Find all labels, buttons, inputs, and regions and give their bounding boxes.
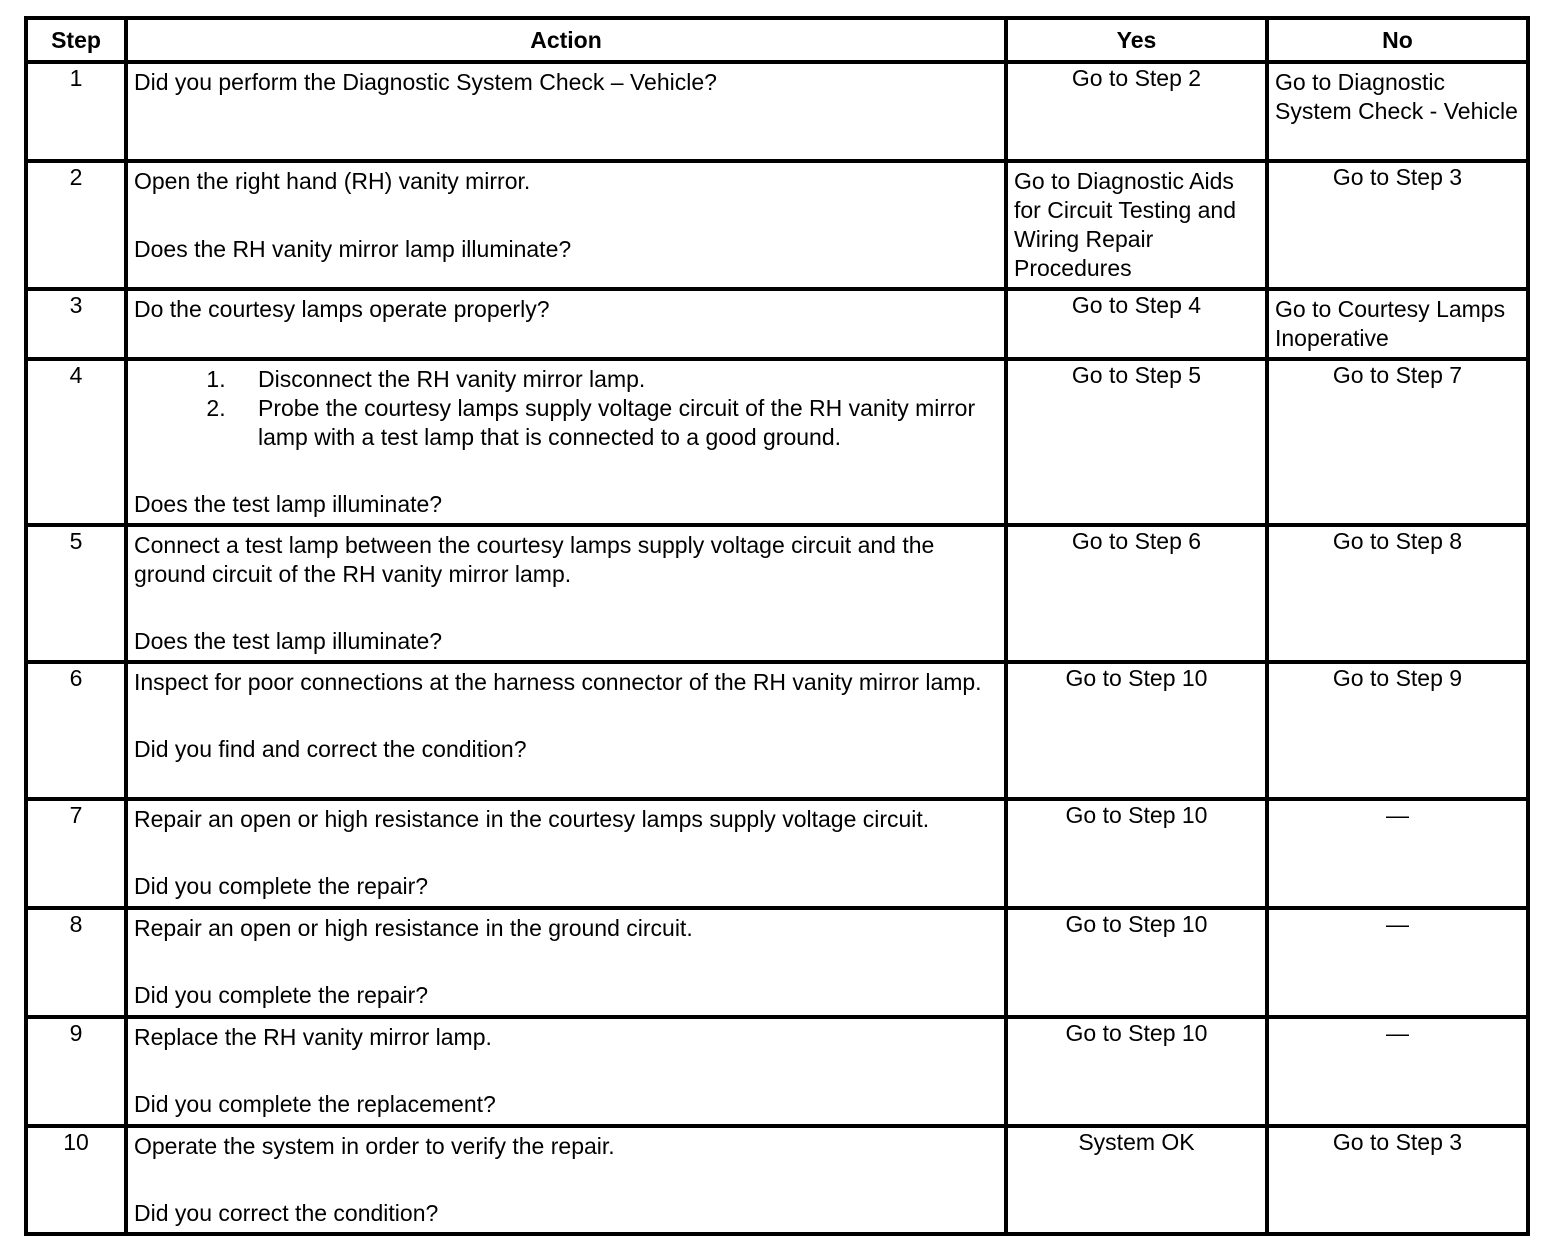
action-cell [126,525,1006,662]
yes-cell: Go to Step 2 [1006,62,1267,161]
yes-cell: Go to Step 10 [1006,908,1267,1017]
step-number: 3 [26,289,126,359]
table-row [26,1126,1528,1234]
action-cell [126,1017,1006,1126]
no-cell: Go to Step 7 [1267,359,1528,525]
step-number: 4 [26,359,126,525]
header-no: No [1267,18,1528,62]
diagnostic-table [24,16,1530,1236]
action-cell [126,908,1006,1017]
table-row [26,525,1528,662]
table-row [26,62,1528,161]
header-action: Action [126,18,1006,62]
action-cell [126,62,1006,161]
no-cell: Go to Step 3 [1267,1126,1528,1234]
step-number: 10 [26,1126,126,1234]
yes-cell: Go to Step 6 [1006,525,1267,662]
yes-cell: Go to Step 10 [1006,662,1267,799]
yes-cell: Go to Step 4 [1006,289,1267,359]
action-text: Did you perform the Diagnostic System Check – Vehicle? [134,69,717,95]
action-text: Replace the RH vanity mirror lamp. [134,1024,492,1050]
list-item: 2. Probe the courtesy lamps supply voltage circuit of the RH vanity mirror lamp with a test lamp that is connected to a good ground. [232,394,998,452]
no-cell: — [1267,799,1528,908]
yes-cell: Go to Step 10 [1006,799,1267,908]
header-yes: Yes [1006,18,1267,62]
step-number: 7 [26,799,126,908]
header-step: Step [26,18,126,62]
action-question: Does the RH vanity mirror lamp illuminate? [134,236,572,262]
yes-cell: System OK [1006,1126,1267,1234]
action-cell [126,799,1006,908]
table-row [26,662,1528,799]
table-row [26,908,1528,1017]
action-text: Inspect for poor connections at the harness connector of the RH vanity mirror lamp. [134,669,982,695]
step-number: 9 [26,1017,126,1126]
action-steps-list [134,365,998,452]
action-cell [126,289,1006,359]
action-question: Did you complete the repair? [134,873,429,899]
action-cell [126,359,1006,525]
no-cell: Go to Step 3 [1267,161,1528,289]
table-row [26,799,1528,908]
action-question: Did you complete the replacement? [134,1091,496,1117]
no-cell: — [1267,908,1528,1017]
no-cell: Go to Step 8 [1267,525,1528,662]
action-question: Did you correct the condition? [134,1200,439,1226]
no-cell: Go to Step 9 [1267,662,1528,799]
step-number: 2 [26,161,126,289]
list-item: 1. Disconnect the RH vanity mirror lamp. [232,365,998,394]
no-cell: Go to Courtesy Lamps Inoperative [1267,289,1528,359]
step-number: 6 [26,662,126,799]
action-question: Does the test lamp illuminate? [134,628,443,654]
action-text: Operate the system in order to verify the repair. [134,1133,615,1159]
action-text: Repair an open or high resistance in the ground circuit. [134,915,693,941]
yes-cell: Go to Diagnostic Aids for Circuit Testing and Wiring Repair Procedures [1006,161,1267,289]
table-row [26,289,1528,359]
no-cell: — [1267,1017,1528,1126]
action-question: Does the test lamp illuminate? [134,491,443,517]
yes-cell: Go to Step 10 [1006,1017,1267,1126]
action-cell [126,161,1006,289]
action-text: Repair an open or high resistance in the courtesy lamps supply voltage circuit. [134,806,930,832]
action-cell [126,662,1006,799]
action-cell [126,1126,1006,1234]
action-question: Did you complete the repair? [134,982,429,1008]
step-number: 8 [26,908,126,1017]
action-text: Connect a test lamp between the courtesy lamps supply voltage circuit and the ground circuit of the RH vanity mirror lamp. [134,532,935,587]
action-text: Open the right hand (RH) vanity mirror. [134,168,531,194]
step-number: 5 [26,525,126,662]
header-row [26,18,1528,62]
table-row [26,161,1528,289]
step-number: 1 [26,62,126,161]
yes-cell: Go to Step 5 [1006,359,1267,525]
table-row [26,359,1528,525]
no-cell: Go to Diagnostic System Check - Vehicle [1267,62,1528,161]
action-text: Do the courtesy lamps operate properly? [134,296,550,322]
action-question: Did you find and correct the condition? [134,736,527,762]
table-row [26,1017,1528,1126]
